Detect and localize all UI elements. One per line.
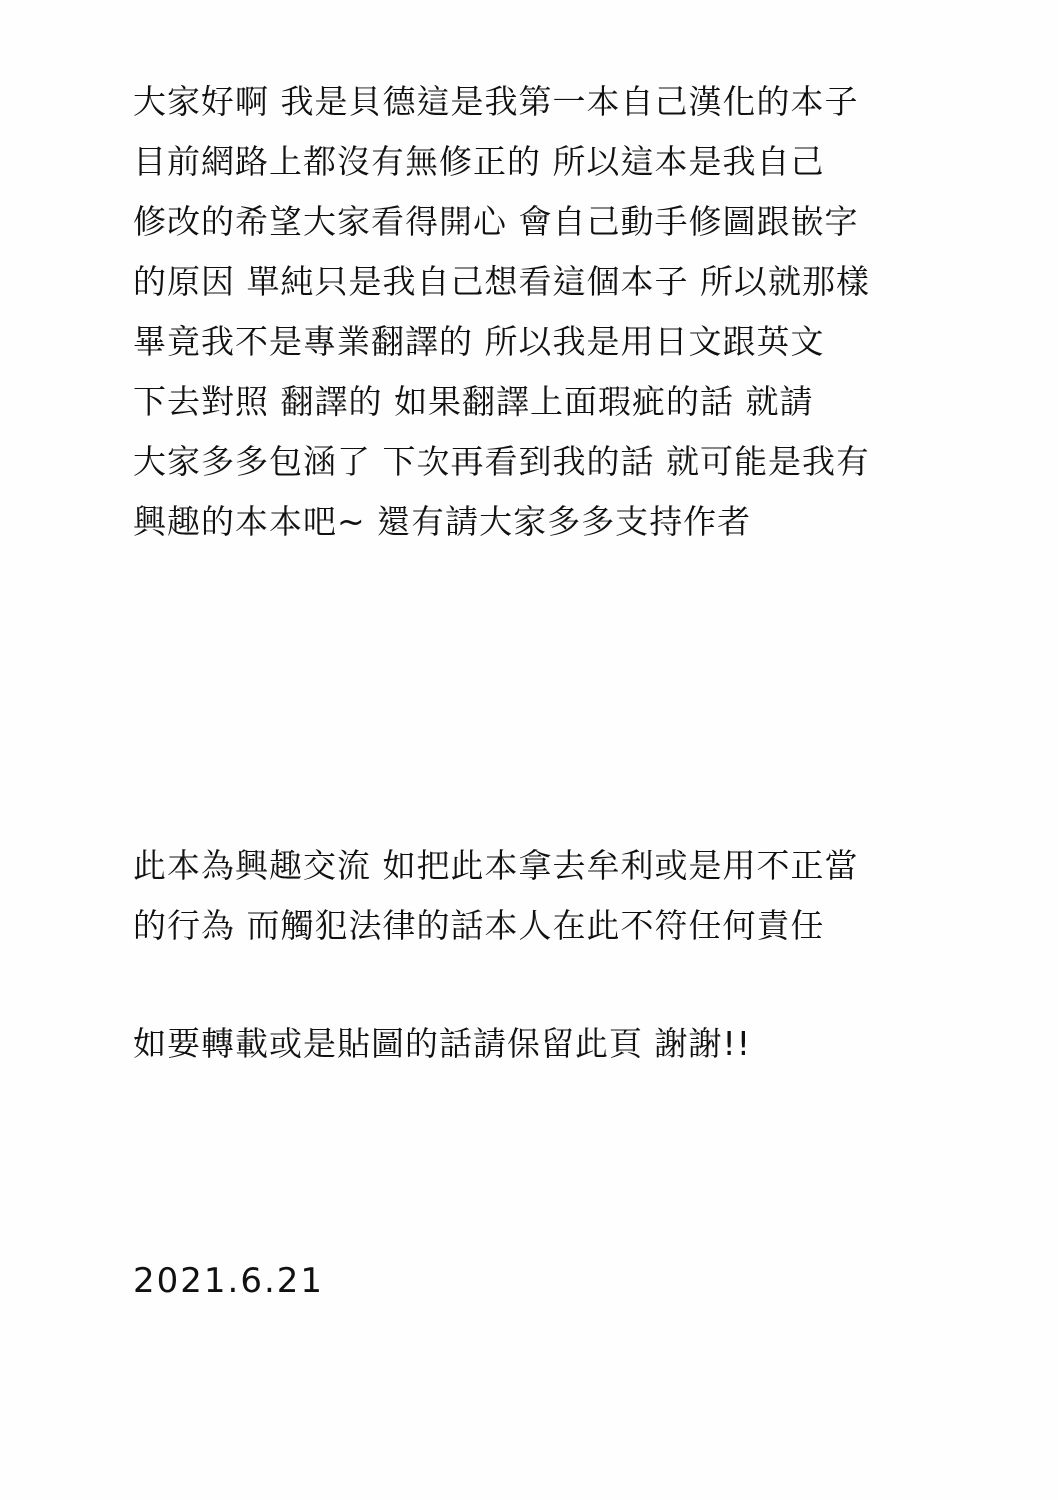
intro-paragraph (133, 72, 973, 552)
repost-notice-line: 如要轉載或是貼圖的話請保留此頁 謝謝!! (133, 1024, 751, 1063)
date-stamp (133, 1255, 973, 1307)
intro-line: 畢竟我不是專業翻譯的 所以我是用日文跟英文 (133, 322, 825, 361)
intro-line: 興趣的本本吧~ 還有請大家多多支持作者 (133, 502, 752, 541)
disclaimer-paragraph (133, 836, 973, 956)
intro-line: 下去對照 翻譯的 如果翻譯上面瑕疵的話 就請 (133, 382, 814, 421)
intro-line: 大家好啊 我是貝德這是我第一本自己漢化的本子 (133, 82, 859, 121)
repost-notice-paragraph (133, 1014, 973, 1074)
disclaimer-line: 此本為興趣交流 如把此本拿去牟利或是用不正當 (133, 846, 859, 885)
intro-line: 的原因 單純只是我自己想看這個本子 所以就那樣 (133, 262, 870, 301)
intro-line: 大家多多包涵了 下次再看到我的話 就可能是我有 (133, 442, 870, 481)
disclaimer-line: 的行為 而觸犯法律的話本人在此不符任何責任 (133, 906, 825, 945)
intro-line: 修改的希望大家看得開心 會自己動手修圖跟嵌字 (133, 202, 859, 241)
date-value: 2021.6.21 (133, 1261, 325, 1301)
intro-line: 目前網路上都沒有無修正的 所以這本是我自己 (133, 142, 825, 181)
